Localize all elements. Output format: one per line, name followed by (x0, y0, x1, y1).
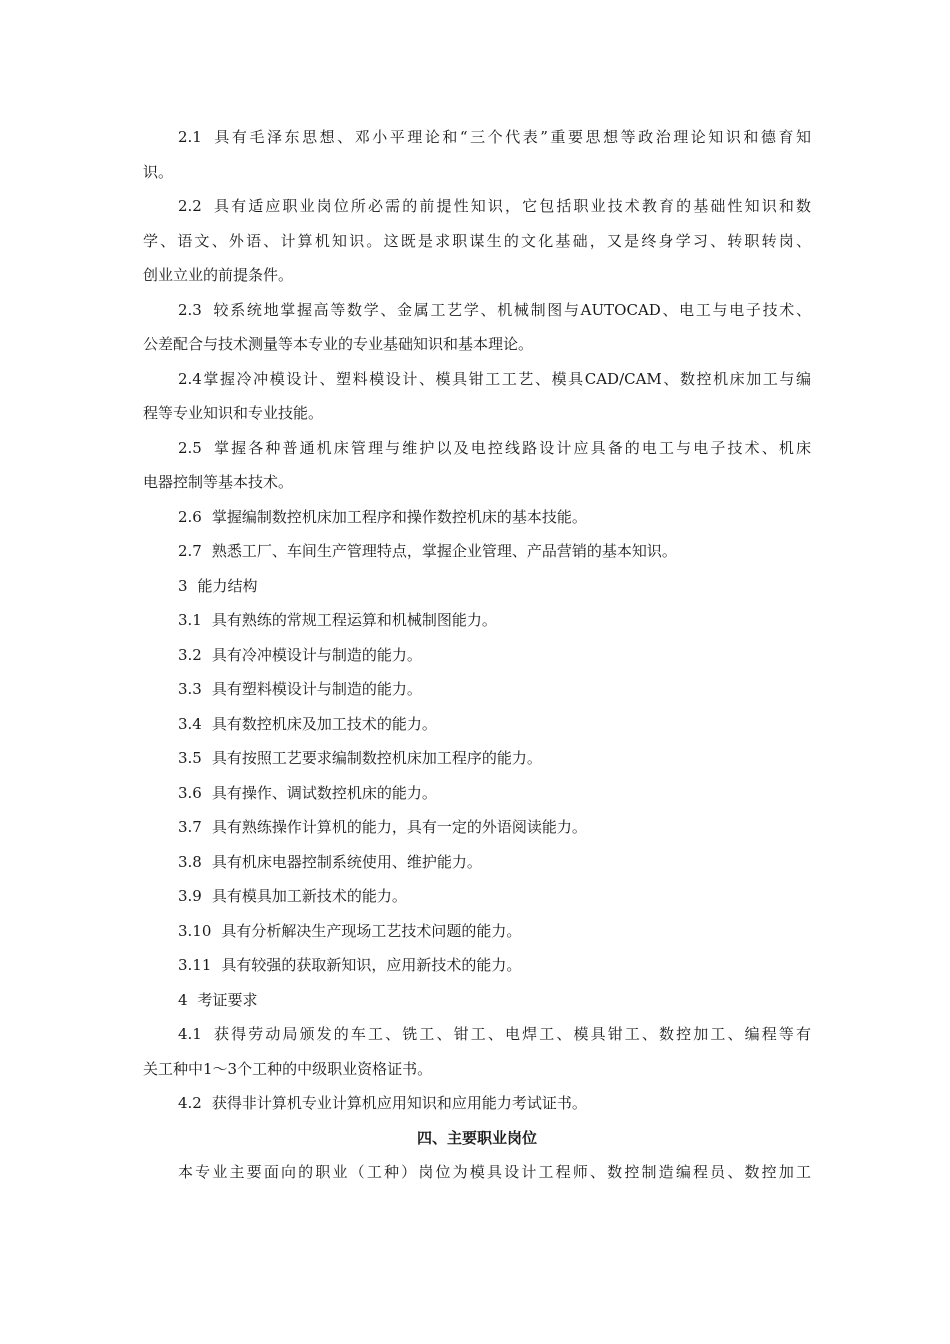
line-text: 关工种中1～3个工种的中级职业资格证书。 (143, 1059, 433, 1078)
line-text: 具有按照工艺要求编制数控机床加工程序的能力。 (211, 749, 542, 767)
paragraph-line (143, 776, 811, 811)
line-text: 具有数控机床及加工技术的能力。 (211, 714, 437, 733)
item-number: 2.2 (178, 197, 202, 215)
paragraph-line (143, 845, 811, 880)
item-number: 3.11 (178, 956, 212, 974)
line-text: 较系统地掌握高等数学、金属工艺学、机械制图与AUTOCAD、电工与电子技术、 (211, 300, 811, 319)
paragraph-line (143, 500, 811, 535)
item-number: 3.8 (178, 852, 202, 871)
paragraph-line (143, 879, 811, 914)
line-text: 具有机床电器控制系统使用、维护能力。 (211, 852, 482, 871)
item-number: 3.9 (178, 887, 202, 905)
paragraph-line (143, 948, 811, 983)
line-text: 公差配合与技术测量等本专业的专业基础知识和基本理论。 (143, 335, 534, 353)
paragraph-line (143, 983, 811, 1018)
paragraph-continuation-line (143, 224, 811, 259)
item-number: 3 (178, 576, 188, 595)
line-text: 具有毛泽东思想、邓小平理论和“三个代表”重要思想等政治理论知识和德育知 (211, 128, 811, 146)
item-number: 4.1 (178, 1025, 202, 1043)
item-number: 3.10 (178, 921, 212, 940)
item-number: 3.1 (178, 611, 202, 629)
line-text: 具有较强的获取新知识，应用新技术的能力。 (221, 956, 522, 974)
line-text: 获得非计算机专业计算机应用知识和应用能力考试证书。 (211, 1094, 587, 1112)
line-text: 具有操作、调试数控机床的能力。 (211, 783, 437, 802)
item-number: 2.6 (178, 507, 202, 526)
line-text: 掌握编制数控机床加工程序和操作数控机床的基本技能。 (211, 507, 587, 526)
item-number: 3.3 (178, 680, 202, 698)
line-text: 四、主要职业岗位 (416, 1128, 537, 1147)
line-text: 本专业主要面向的职业（工种）岗位为模具设计工程师、数控制造编程员、数控加工 (178, 1163, 811, 1181)
paragraph-continuation-line (143, 1052, 811, 1087)
paragraph-line (143, 1155, 811, 1190)
section-heading (143, 1121, 811, 1156)
paragraph-continuation-line (143, 155, 811, 190)
line-text: 2.4掌握冷冲模设计、塑料模设计、模具钳工工艺、模具CAD/CAM、数控机床加工与编 (178, 369, 811, 388)
line-text: 具有熟练操作计算机的能力，具有一定的外语阅读能力。 (211, 818, 587, 836)
paragraph-line (143, 707, 811, 742)
paragraph-continuation-line (143, 327, 811, 362)
paragraph-line (143, 638, 811, 673)
line-text: 识。 (143, 162, 174, 181)
paragraph-line (143, 293, 811, 328)
paragraph-line (143, 120, 811, 155)
line-text: 电器控制等基本技术。 (143, 473, 294, 491)
item-number: 2.3 (178, 300, 202, 319)
paragraph-line (143, 741, 811, 776)
paragraph-continuation-line (143, 396, 811, 431)
line-text: 考证要求 (197, 990, 258, 1009)
item-number: 3.7 (178, 818, 202, 836)
line-text: 能力结构 (197, 576, 258, 595)
line-text: 程等专业知识和专业技能。 (143, 404, 324, 422)
item-number: 3.5 (178, 749, 202, 767)
line-text: 具有冷冲模设计与制造的能力。 (211, 645, 422, 664)
line-text: 创业立业的前提条件。 (143, 266, 294, 284)
line-text: 具有分析解决生产现场工艺技术问题的能力。 (221, 921, 522, 940)
paragraph-line (143, 189, 811, 224)
paragraph-continuation-line (143, 465, 811, 500)
paragraph-line (143, 362, 811, 397)
paragraph-line (143, 1017, 811, 1052)
paragraph-line (143, 569, 811, 604)
item-number: 2.1 (178, 128, 202, 146)
item-number: 2.7 (178, 542, 202, 560)
paragraph-continuation-line (143, 258, 811, 293)
line-text: 学、语文、外语、计算机知识。这既是求职谋生的文化基础，又是终身学习、转职转岗、 (143, 231, 811, 250)
item-number: 4.2 (178, 1094, 202, 1112)
item-number: 3.2 (178, 645, 202, 664)
item-number: 3.6 (178, 783, 202, 802)
item-number: 2.5 (178, 438, 202, 457)
paragraph-line (143, 672, 811, 707)
paragraph-line (143, 603, 811, 638)
item-number: 3.4 (178, 714, 202, 733)
paragraph-line (143, 914, 811, 949)
item-number: 4 (178, 990, 188, 1009)
line-text: 具有熟练的常规工程运算和机械制图能力。 (211, 611, 497, 629)
paragraph-line (143, 1086, 811, 1121)
document-body (143, 120, 811, 1190)
line-text: 具有适应职业岗位所必需的前提性知识，它包括职业技术教育的基础性知识和数 (211, 197, 811, 215)
paragraph-line (143, 534, 811, 569)
line-text: 具有模具加工新技术的能力。 (211, 887, 407, 905)
line-text: 具有塑料模设计与制造的能力。 (211, 680, 422, 698)
paragraph-line (143, 431, 811, 466)
line-text: 熟悉工厂、车间生产管理特点，掌握企业管理、产品营销的基本知识。 (211, 542, 677, 560)
line-text: 掌握各种普通机床管理与维护以及电控线路设计应具备的电工与电子技术、机床 (211, 438, 811, 457)
line-text: 获得劳动局颁发的车工、铣工、钳工、电焊工、模具钳工、数控加工、编程等有 (211, 1025, 811, 1043)
paragraph-line (143, 810, 811, 845)
